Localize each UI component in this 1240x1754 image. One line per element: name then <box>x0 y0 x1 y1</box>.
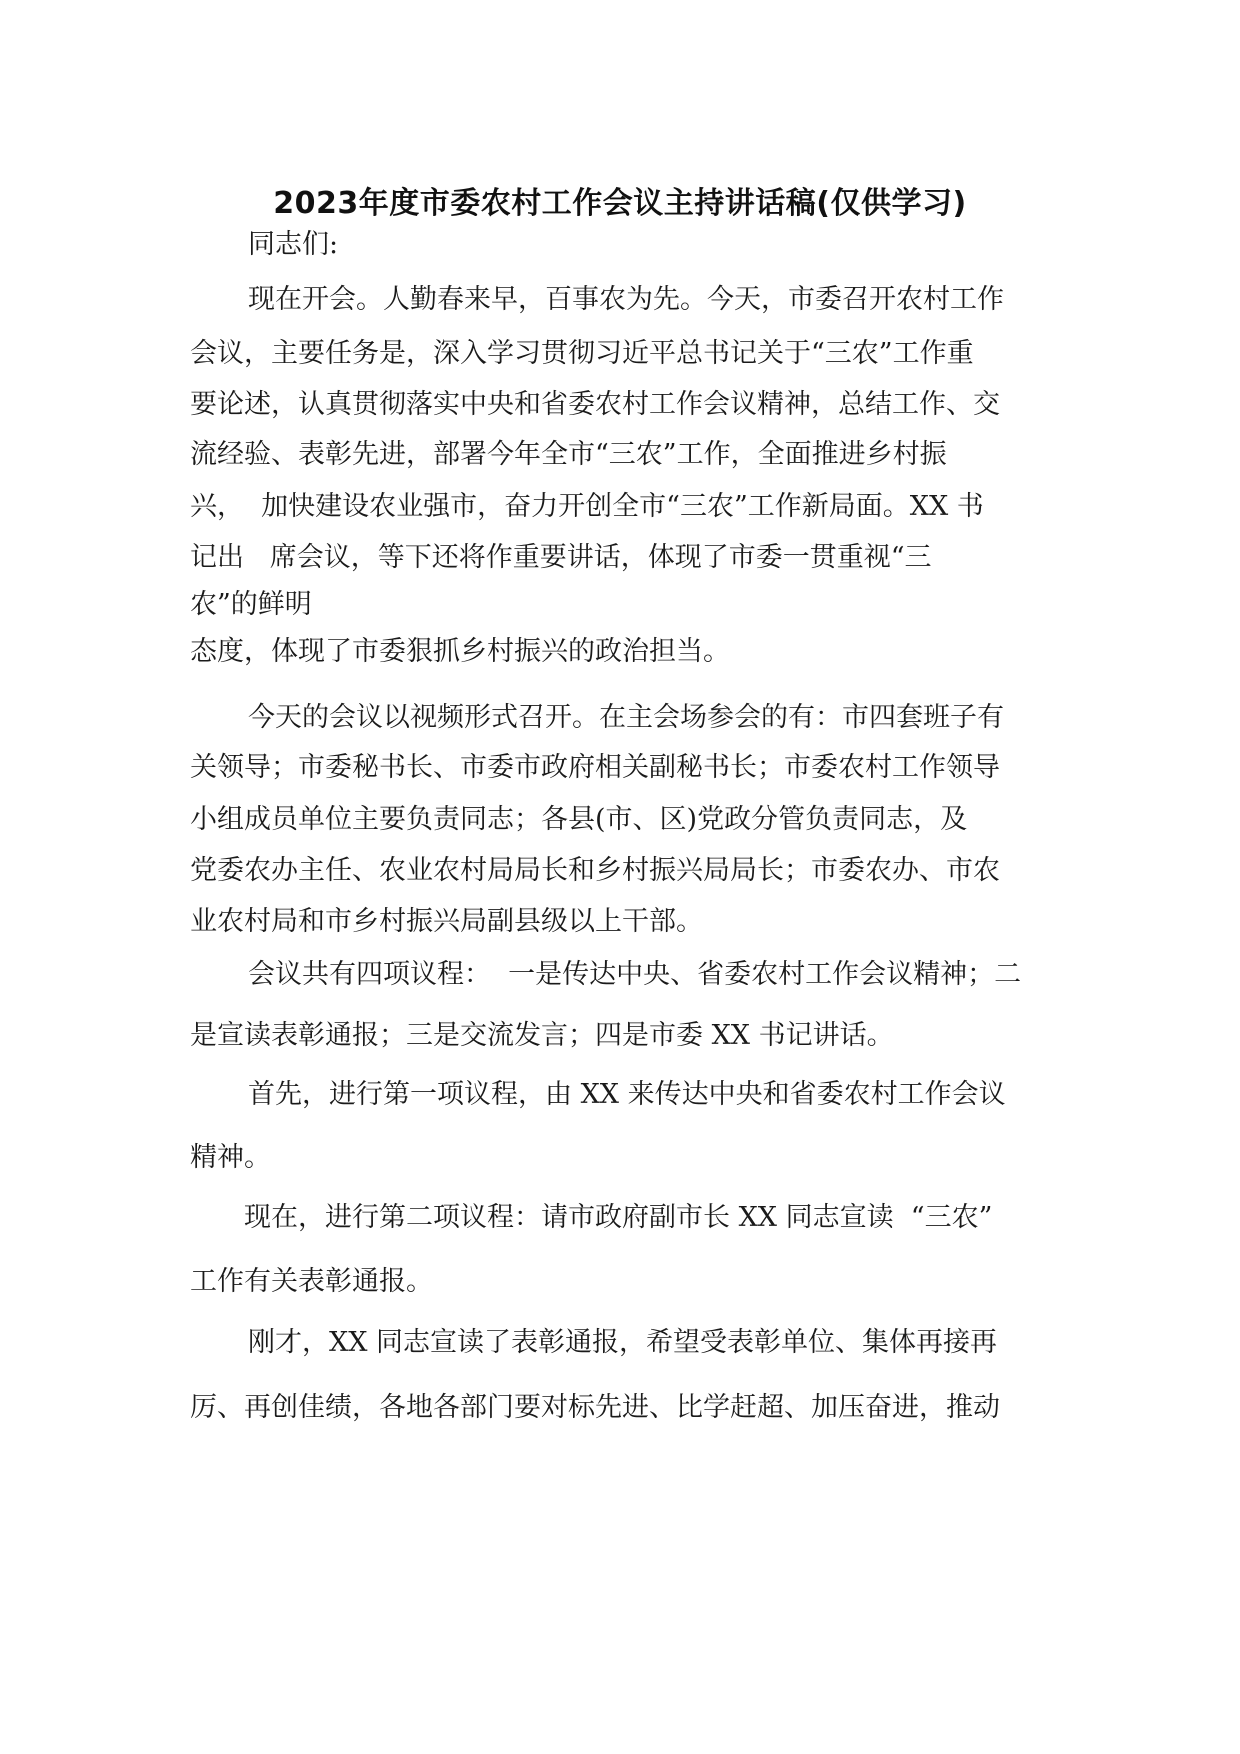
text-line: 现在，进行第二项议程：请市政府副市长 XX 同志宣读 “三农” <box>244 1202 993 1233</box>
text-line: 是宣读表彰通报；三是交流发言；四是市委 XX 书记讲话。 <box>190 1020 894 1051</box>
text-line: 会议，主要任务是，深入学习贯彻习近平总书记关于“三农”工作重 <box>190 338 974 369</box>
text-line: 小组成员单位主要负责同志；各县(市、区)党政分管负责同志，及 <box>190 804 968 835</box>
text-line: 精神。 <box>190 1142 271 1173</box>
text-line: 现在开会。人勤春来早，百事农为先。今天，市委召开农村工作 <box>248 284 1004 315</box>
text-line: 农”的鲜明 <box>190 589 312 620</box>
text-line: 态度，体现了市委狠抓乡村振兴的政治担当。 <box>190 636 730 667</box>
text-line: 首先，进行第一项议程，由 XX 来传达中央和省委农村工作会议 <box>248 1079 1006 1110</box>
text-line: 工作有关表彰通报。 <box>190 1266 433 1297</box>
text-line: 会议共有四项议程： 一是传达中央、省委农村工作会议精神；二 <box>248 959 1022 990</box>
text-line: 关领导；市委秘书长、市委市政府相关副秘书长；市委农村工作领导 <box>190 752 1000 783</box>
text-line: 今天的会议以视频形式召开。在主会场参会的有：市四套班子有 <box>248 702 1004 733</box>
text-line: 厉、再创佳绩，各地各部门要对标先进、比学赶超、加压奋进，推动 <box>190 1392 1000 1423</box>
text-line: 党委农办主任、农业农村局局长和乡村振兴局局长；市委农办、市农 <box>190 855 1000 886</box>
text-line: 兴， 加快建设农业强市，奋力开创全市“三农”工作新局面。XX 书 <box>190 491 984 522</box>
text-line: 流经验、表彰先进，部署今年全市“三农”工作，全面推进乡村振 <box>190 439 947 470</box>
salutation: 同志们: <box>248 229 339 260</box>
text-line: 记出 席会议，等下还将作重要讲话，体现了市委一贯重视“三 <box>190 542 932 573</box>
text-line: 业农村局和市乡村振兴局副县级以上干部。 <box>190 906 703 937</box>
document-title: 2023年度市委农村工作会议主持讲话稿(仅供学习) <box>273 186 967 221</box>
text-line: 刚才，XX 同志宣读了表彰通报，希望受表彰单位、集体再接再 <box>248 1327 998 1358</box>
text-line: 要论述，认真贯彻落实中央和省委农村工作会议精神，总结工作、交 <box>190 389 1000 420</box>
